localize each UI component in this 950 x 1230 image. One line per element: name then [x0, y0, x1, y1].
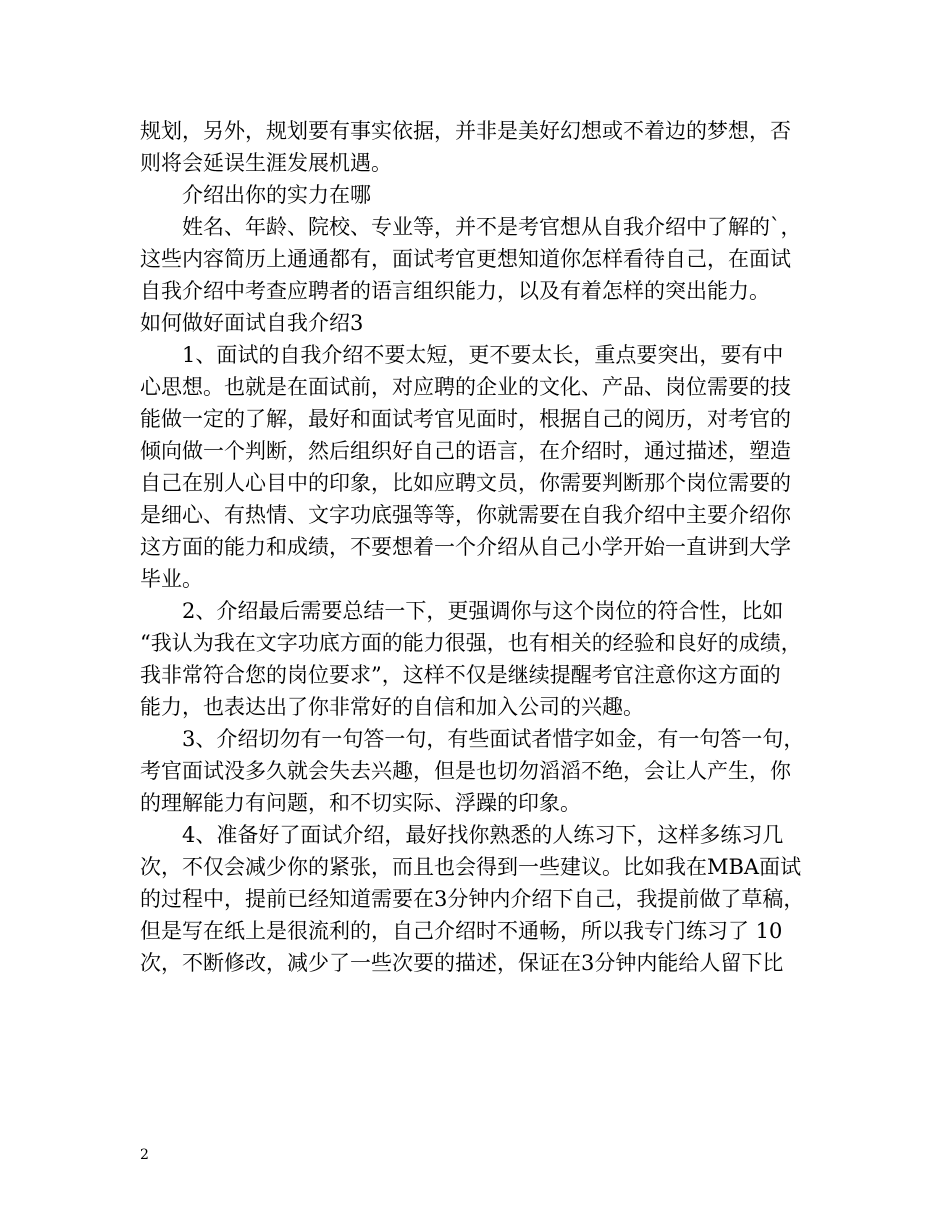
- page-number: 2: [140, 1147, 149, 1163]
- text-line: 心思想。也就是在面试前，对应聘的企业的文化、产品、岗位需要的技: [140, 375, 791, 399]
- text-line: 4、准备好了面试介绍，最好找你熟悉的人练习下，这样多练习几: [182, 823, 784, 847]
- text-line: 3、介绍切勿有一句答一句，有些面试者惜字如金，有一句答一句，: [182, 727, 805, 751]
- text-line: 自己在别人心目中的印象，比如应聘文员，你需要判断那个岗位需要的: [140, 471, 791, 495]
- text-line: 考官面试没多久就会失去兴趣，但是也切勿滔滔不绝，会让人产生，你: [140, 759, 791, 783]
- text-line: 则将会延误生涯发展机遇。: [140, 151, 392, 175]
- text-line: 姓名、年龄、院校、专业等，并不是考官想从自我介绍中了解的`，: [182, 215, 802, 239]
- text-line: 能力，也表达出了你非常好的自信和加入公司的兴趣。: [140, 695, 644, 719]
- text-line: 1、面试的自我介绍不要太短，更不要太长，重点要突出，要有中: [182, 343, 784, 367]
- text-line: 规划，另外，规划要有事实依据，并非是美好幻想或不着边的梦想，否: [140, 119, 791, 143]
- text-line: 自我介绍中考查应聘者的语言组织能力，以及有着怎样的突出能力。: [140, 279, 770, 303]
- text-line: 这方面的能力和成绩，不要想着一个介绍从自己小学开始一直讲到大学: [140, 535, 791, 559]
- text-line: 的过程中，提前已经知道需要在3分钟内介绍下自己，我提前做了草稿，: [140, 887, 805, 911]
- text-line: 2、介绍最后需要总结一下，更强调你与这个岗位的符合性，比如: [182, 599, 784, 623]
- text-line: 能做一定的了解，最好和面试考官见面时，根据自己的阅历，对考官的: [140, 407, 791, 431]
- text-line: 的理解能力有问题，和不切实际、浮躁的印象。: [140, 791, 581, 815]
- body-text: [140, 115, 812, 979]
- text-line: “我认为我在文字功底方面的能力很强，也有相关的经验和良好的成绩，: [140, 631, 802, 655]
- text-line: 毕业。: [140, 567, 203, 591]
- text-line: 次，不断修改，减少了一些次要的描述，保证在3分钟内能给人留下比: [140, 951, 784, 975]
- text-line: 这些内容简历上通通都有，面试考官更想知道你怎样看待自己，在面试: [140, 247, 791, 271]
- text-line: 是细心、有热情、文字功底强等等，你就需要在自我介绍中主要介绍你: [140, 503, 791, 527]
- text-line: 次，不仅会减少你的紧张，而且也会得到一些建议。比如我在MBA面试: [140, 855, 802, 879]
- text-line: 我非常符合您的岗位要求”，这样不仅是继续提醒考官注意你这方面的: [140, 663, 781, 687]
- text-line: 如何做好面试自我介绍3: [140, 311, 364, 335]
- text-line: 但是写在纸上是很流利的，自己介绍时不通畅，所以我专门练习了 10: [140, 919, 783, 943]
- text-line: 介绍出你的实力在哪: [182, 183, 371, 207]
- text-line: 倾向做一个判断，然后组织好自己的语言，在介绍时，通过描述，塑造: [140, 439, 791, 463]
